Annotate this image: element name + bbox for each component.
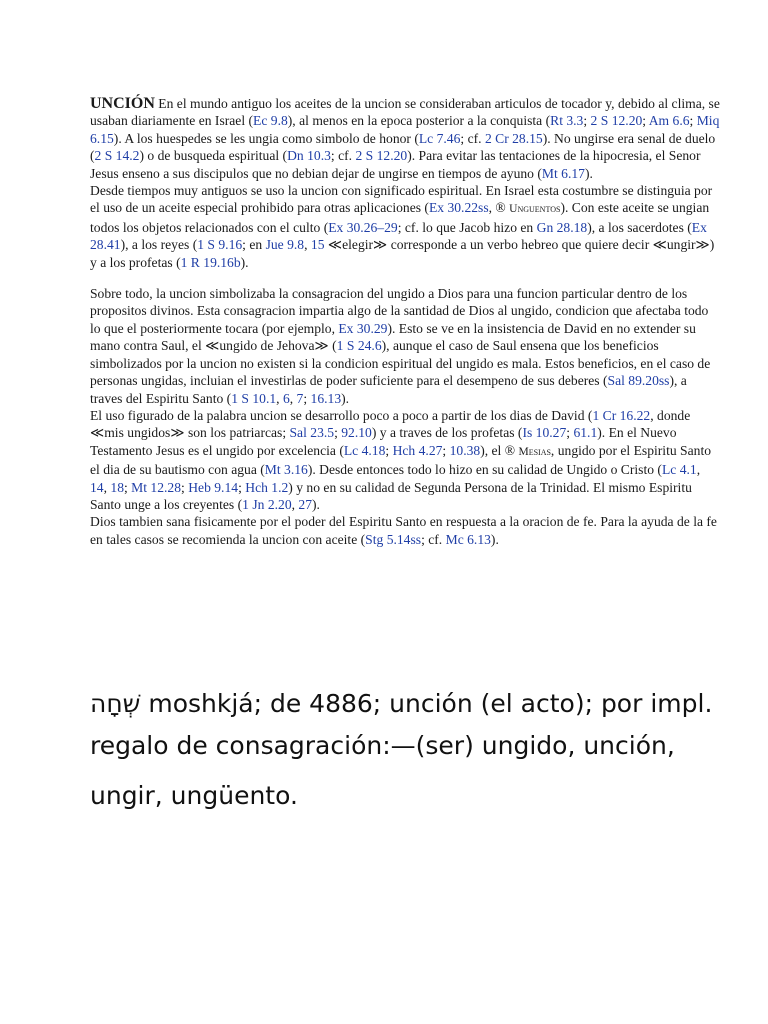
text-run: ), a traves del Espiritu Santo (: [90, 373, 687, 406]
text-run: ;: [642, 113, 649, 129]
lexicon-entry: [90, 683, 750, 817]
text-run: ), aunque el caso de Saul ensena que los beneficios simbolizados por la uncion no existen si la condicion espiritual del ungido es mala. Estos beneficios, en el caso de personas ungidas, incluian el investirlas de poder suficiente para el desempeno de sus deberes (: [90, 338, 711, 389]
text-run: ) o de busqueda espiritual (: [139, 148, 288, 164]
scripture-reference-link[interactable]: Hch 4.27: [392, 442, 443, 458]
article-paragraph-1: [90, 95, 720, 182]
scripture-reference-link[interactable]: 14: [90, 479, 104, 495]
scripture-reference-link[interactable]: Lc 4.1: [661, 462, 697, 478]
scripture-reference-link[interactable]: Lc 7.46: [418, 130, 461, 146]
text-run: ,: [289, 390, 297, 406]
scripture-reference-link[interactable]: Sal 23.5: [289, 425, 335, 441]
scripture-reference-link[interactable]: Is 10.27: [522, 425, 567, 441]
text-run: ). Para evitar las tentaciones de la hipocresia, el Senor Jesus enseno a sus discipulos que no debian dejar de ungirse en tiempos de ayuno (: [90, 148, 701, 181]
scripture-reference-link[interactable]: Stg 5.14ss: [365, 531, 422, 547]
text-run: Desde tiempos muy antiguos se uso la uncion con significado espiritual. En Israel esta costumbre se distinguia por el uso de un aceite especial prohibido para otras aplicaciones (: [90, 183, 713, 216]
text-run: ) y no en su calidad de Segunda Persona de la Trinidad. El mismo Espiritu Santo unge a los creyentes (: [90, 479, 692, 512]
scripture-reference-link[interactable]: Ex 28.41: [90, 219, 707, 253]
scripture-reference-link[interactable]: 2 S 12.20: [355, 148, 408, 164]
scripture-reference-link[interactable]: 18: [110, 479, 124, 495]
text-run: ; cf.: [421, 531, 446, 547]
text-run: ;: [385, 442, 393, 458]
text-run: ; cf.: [460, 130, 485, 146]
text-run: ), a los sacerdotes (: [587, 219, 692, 235]
text-run: , ®: [488, 200, 510, 216]
text-run: ). Con este aceite se ungian todos los objetos relacionados con el culto (: [90, 200, 710, 235]
text-run: , ungido por el Espiritu Santo el dia de su bautismo con agua (: [90, 442, 712, 478]
text-run: ; en: [242, 237, 266, 253]
text-run: ).: [584, 165, 593, 181]
text-run: ). No ungirse era senal de duelo (: [90, 130, 716, 164]
text-run: ;: [238, 479, 246, 495]
text-run: ), al menos en la epoca posterior a la conquista (: [287, 113, 551, 129]
scripture-reference-link[interactable]: Jue 9.8: [265, 237, 305, 253]
scripture-reference-link[interactable]: Dn 10.3: [287, 148, 331, 164]
lexicon-continuation: ungir, ungüento.: [90, 781, 298, 810]
scripture-reference-link[interactable]: 2 S 12.20: [590, 113, 643, 129]
scripture-reference-link[interactable]: Am 6.6: [648, 113, 690, 129]
text-run: El uso figurado de la palabra uncion se desarrollo poco a poco a partir de los dias de David (: [90, 407, 593, 423]
text-run: ; cf.: [330, 148, 356, 164]
headword: UNCIÓN: [90, 95, 155, 112]
scripture-reference-link[interactable]: 1 S 9.16: [197, 237, 243, 253]
text-run: Sobre todo, la uncion simbolizaba la consagracion del ungido a Dios para una funcion particular dentro de los propositos divinos. Esta consagracion impartia algo de la santidad de Dios al ungido, condicion que afectaba todo lo que el posteriormente tocara (por ejemplo,: [90, 286, 709, 336]
scripture-reference-link[interactable]: Lc 4.18: [343, 442, 386, 458]
article-paragraph-3: [90, 285, 720, 407]
text-run: ;: [566, 425, 574, 441]
text-run: , donde ≪mis ungidos≫ son los patriarcas;: [90, 407, 691, 441]
scripture-reference-link[interactable]: 1 S 24.6: [336, 338, 382, 354]
text-run: ). En el Nuevo Testamento Jesus es el ungido por excelencia (: [90, 425, 677, 458]
scripture-reference-link[interactable]: Ex 30.22ss: [428, 200, 489, 216]
scripture-reference-link[interactable]: 61.1: [573, 425, 598, 441]
text-run: ,: [304, 237, 311, 253]
text-run: ,: [696, 462, 701, 478]
text-run: ; cf. lo que Jacob hizo en: [397, 219, 537, 235]
scripture-reference-link[interactable]: 7: [296, 390, 304, 406]
scripture-reference-link[interactable]: 6: [282, 390, 290, 406]
text-run: ). Desde entonces todo lo hizo en su calidad de Ungido o Cristo (: [307, 462, 662, 478]
text-run: ).: [490, 531, 499, 547]
scripture-reference-link[interactable]: 2 Cr 28.15: [484, 130, 543, 146]
scripture-reference-link[interactable]: Mc 6.13: [445, 531, 491, 547]
scripture-reference-link[interactable]: Mt 12.28: [131, 479, 182, 495]
scripture-reference-link[interactable]: Hch 1.2: [245, 479, 289, 495]
scripture-reference-link[interactable]: 1 Jn 2.20: [242, 496, 292, 512]
scripture-reference-link[interactable]: 16.13: [310, 390, 342, 406]
scripture-reference-link[interactable]: Sal 89.20ss: [607, 373, 670, 389]
text-run: ;: [123, 479, 132, 495]
text-run: Dios tambien sana fisicamente por el poder del Espiritu Santo en respuesta a la oracion de fe. Para la ayuda de la fe en tales casos se recomienda la uncion con aceite (: [90, 514, 717, 547]
text-run: ). A los huespedes se les ungia como simbolo de honor (: [113, 130, 419, 146]
scripture-reference-link[interactable]: 27: [298, 496, 313, 512]
scripture-reference-link[interactable]: Gn 28.18: [536, 219, 588, 235]
scripture-reference-link[interactable]: Ex 30.26–29: [328, 219, 398, 235]
text-run: ;: [334, 425, 342, 441]
scripture-reference-link[interactable]: 92.10: [341, 425, 372, 441]
paragraph-body: [90, 96, 720, 181]
article-paragraph-5: [90, 513, 720, 548]
paragraph-body: [90, 286, 710, 405]
lexicon-definition: שְׁחָה moshkjá; de 4886; unción (el acto); por impl. regalo de consagración:—(ser) ungido, unción,: [90, 689, 713, 760]
scripture-reference-link[interactable]: 1 R 19.16b: [180, 254, 241, 270]
scripture-reference-link[interactable]: 1 S 10.1: [231, 390, 277, 406]
text-run: ).: [341, 390, 350, 406]
text-run: ;: [181, 479, 189, 495]
scripture-reference-link[interactable]: Ex 30.29: [338, 320, 388, 336]
text-run: ;: [583, 113, 591, 129]
text-run: En el mundo antiguo los aceites de la uncion se consideraban articulos de tocador y, debido al clima, se usaban diariamente en Israel (: [90, 96, 720, 129]
scripture-reference-link[interactable]: Mt 6.17: [541, 165, 585, 181]
text-run: ).: [312, 496, 320, 512]
text-run: ;: [303, 390, 311, 406]
article-paragraph-4: [90, 407, 720, 513]
scripture-reference-link[interactable]: 1 Cr 16.22: [592, 407, 651, 423]
scripture-reference-link[interactable]: 15: [310, 237, 325, 253]
scripture-reference-link[interactable]: Mt 3.16: [264, 462, 308, 478]
text-run: ,: [291, 496, 299, 512]
text-run: ). Esto se ve en la insistencia de David en no extender su mano contra Saul, el ≪ungido de Jehova≫ (: [90, 320, 696, 354]
article-paragraph-2: [90, 182, 720, 271]
text-run: ,: [103, 479, 111, 495]
scripture-reference-link[interactable]: Rt 3.3: [550, 113, 584, 129]
scripture-reference-link[interactable]: 10.38: [449, 442, 481, 458]
text-run: ;: [689, 113, 697, 129]
text-run: ≪elegir≫ corresponde a un verbo hebreo que quiere decir ≪ungir≫) y a los profetas (: [90, 237, 715, 270]
scripture-reference-link[interactable]: Miq 6.15: [90, 113, 720, 146]
cross-reference-term: Unguentos: [509, 203, 561, 216]
dictionary-article: [90, 95, 720, 548]
paragraph-body: [90, 514, 717, 546]
text-run: ;: [442, 442, 450, 458]
paragraph-body: [90, 408, 711, 512]
scripture-reference-link[interactable]: Heb 9.14: [188, 479, 239, 495]
text-run: ), a los reyes (: [120, 237, 198, 253]
text-run: ,: [276, 390, 283, 406]
text-run: ) y a traves de los profetas (: [371, 425, 523, 441]
paragraph-body: [90, 183, 714, 270]
text-run: ).: [240, 254, 249, 270]
cross-reference-term: Mesias: [518, 445, 551, 458]
text-run: ), el ®: [480, 442, 519, 458]
scripture-reference-link[interactable]: Ec 9.8: [253, 113, 288, 129]
scripture-reference-link[interactable]: 2 S 14.2: [94, 148, 140, 164]
